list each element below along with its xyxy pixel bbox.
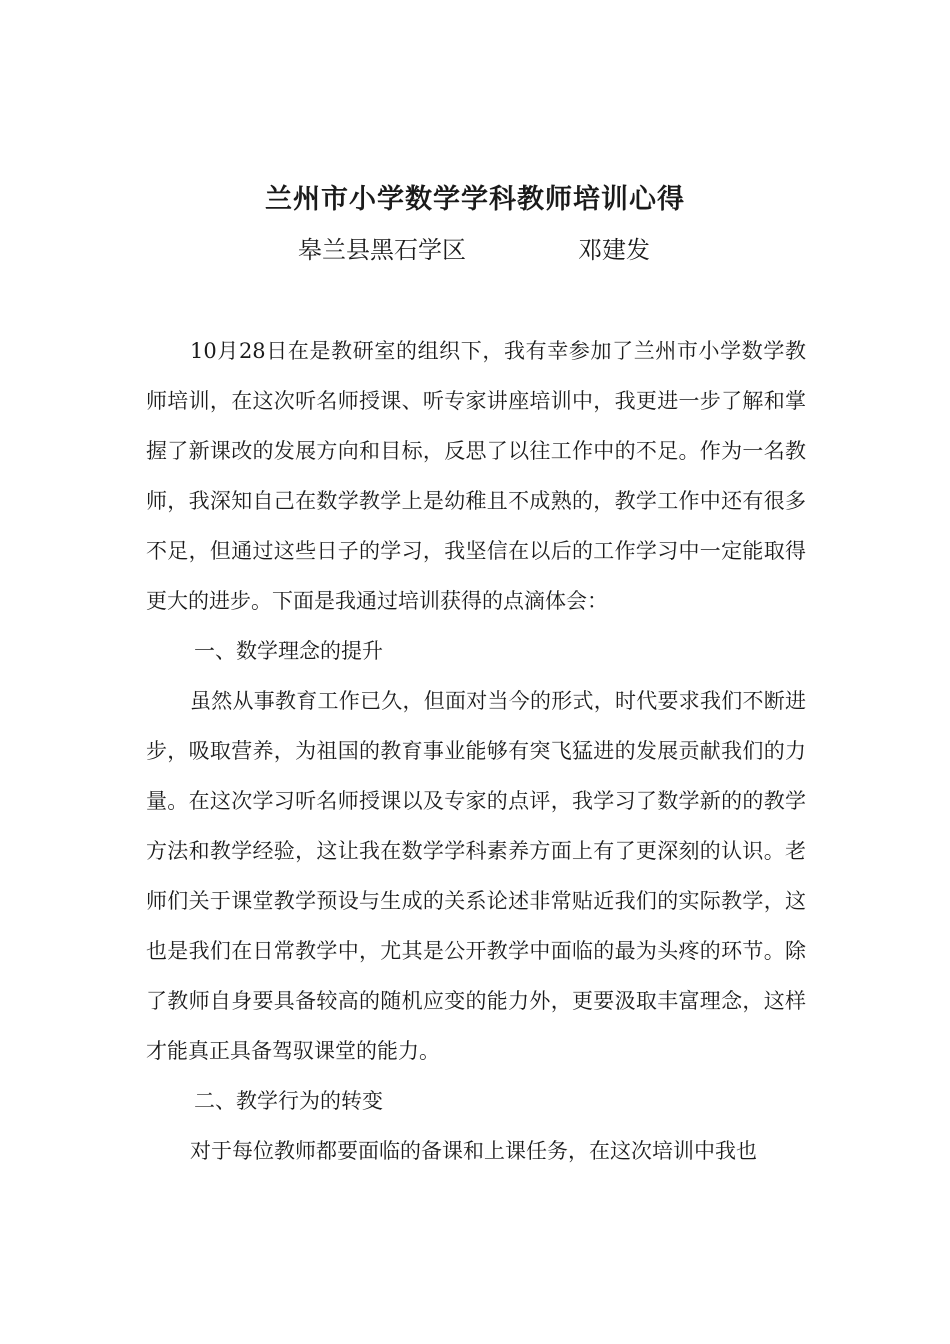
section-heading-1: 一、数学理念的提升 bbox=[194, 639, 383, 663]
paragraph-section-1: 虽然从事教育工作已久，但面对当今的形式，时代要求我们不断进步，吸取营养，为祖国的教育事业能够有突飞猛进的发展贡献我们的力量。在这次学习听名师授课以及专家的点评，我学习了数学新的的教学方法和教学经验，这让我在数学学科素养方面上有了更深刻的认识。老师们关于课堂教学预设与生成的关系论述非常贴近我们的实际教学，这也是我们在日常教学中，尤其是公开教学中面临的最为头疼的环节。除了教师自身要具备较高的随机应变的能力外，更要汲取丰富理念，这样才能真正具备驾驭课堂的能力。 bbox=[146, 689, 806, 1063]
document-body bbox=[146, 326, 806, 1176]
document-title: 兰州市小学数学学科教师培训心得 bbox=[265, 184, 685, 215]
byline-school: 皋兰县黑石学区 bbox=[298, 236, 466, 264]
section-heading-2: 二、教学行为的转变 bbox=[194, 1089, 383, 1113]
paragraph-intro: 10月28日在是教研室的组织下，我有幸参加了兰州市小学数学教师培训，在这次听名师授课、听专家讲座培训中，我更进一步了解和掌握了新课改的发展方向和目标，反思了以往工作中的不足。作为一名教师，我深知自己在数学教学上是幼稚且不成熟的，教学工作中还有很多不足，但通过这些日子的学习，我坚信在以后的工作学习中一定能取得更大的进步。下面是我通过培训获得的点滴体会： bbox=[146, 339, 806, 613]
byline-author: 邓建发 bbox=[578, 236, 650, 264]
paragraph-section-2: 对于每位教师都要面临的备课和上课任务，在这次培训中我也 bbox=[190, 1139, 757, 1163]
